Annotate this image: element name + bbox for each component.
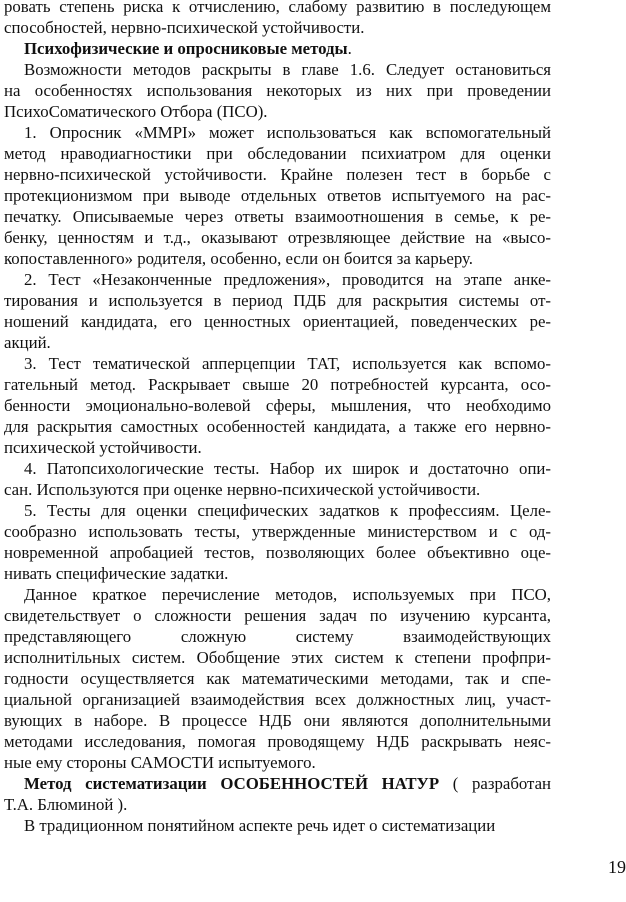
text-line (4, 17, 551, 38)
line-text: акций. (4, 333, 51, 352)
line-text: способностей, нервно-психической устойчивости. (4, 18, 365, 37)
text-line (4, 710, 551, 731)
line-text: бенности эмоционально-волевой сферы, мышления, что необходимо (4, 396, 551, 415)
text-line (4, 164, 551, 185)
line-text: 4. Патопсихологические тесты. Набор их широк и достаточно опи- (24, 459, 551, 478)
text-line (4, 668, 551, 689)
line-text: ные ему стороны САМОСТИ испытуемого. (4, 753, 316, 772)
text-line (4, 458, 551, 479)
text-line (4, 647, 551, 668)
line-text: ровать степень риска к отчислению, слабому развитию в последующем (4, 0, 551, 16)
text-line (4, 332, 551, 353)
text-line (4, 773, 551, 794)
line-text: 3. Тест тематической апперцепции ТАТ, используется как вспомо- (24, 354, 551, 373)
text-line (4, 248, 551, 269)
line-text: психической устойчивости. (4, 438, 202, 457)
line-text: циальной организацией взаимодействия всех должностных лиц, участ- (4, 690, 551, 709)
section-heading: Психофизические и опросниковые методы (24, 39, 348, 58)
line-text: ношений кандидата, его ценностных ориентацией, поведенческих ре- (4, 312, 551, 331)
text-line (4, 605, 551, 626)
line-text: В традиционном понятийном аспекте речь идет о систематизации (24, 816, 496, 835)
line-text: гательный метод. Раскрывает свыше 20 потребностей курсанта, осо- (4, 375, 551, 394)
page-number: 19 (608, 857, 626, 877)
line-suffix: . (347, 39, 352, 58)
line-text: тирования и используется в период ПДБ для раскрытия системы от- (4, 291, 551, 310)
text-line (4, 143, 551, 164)
text-line (4, 500, 551, 521)
text-line (4, 563, 551, 584)
text-line (4, 521, 551, 542)
text-line (4, 437, 551, 458)
line-text: метод нраводиагностики при обследовании психиатром для оценки (4, 144, 551, 163)
text-line (4, 227, 551, 248)
text-line (4, 185, 551, 206)
line-text: представляющего сложную систему взаимодействующих (4, 627, 551, 646)
text-line (4, 269, 551, 290)
text-line (4, 584, 551, 605)
text-line (4, 626, 551, 647)
line-text: сан. Используются при оценке нервно-психической устойчивости. (4, 480, 481, 499)
line-text: новременной апробацией тестов, позволяющих более объективно оце- (4, 543, 551, 562)
line-text: печатку. Описываемые через ответы взаимоотношения в семье, к ре- (4, 207, 551, 226)
text-line (4, 101, 551, 122)
text-line (4, 815, 551, 836)
text-line (4, 731, 551, 752)
line-text: годности осуществляется как математическими методами, так и спе- (4, 669, 551, 688)
text-line (4, 416, 551, 437)
line-text: протекционизмом при выводе отдельных ответов испытуемого на рас- (4, 186, 551, 205)
text-line (4, 794, 551, 815)
line-text: 1. Опросник «ММPI» может использоваться как вспомогательный (24, 123, 551, 142)
line-text: исполнитiльных систем. Обобщение этих систем к степени профпри- (4, 648, 551, 667)
text-line (4, 0, 551, 17)
line-text: вующих в наборе. В процессе НДБ они являются дополнительными (4, 711, 551, 730)
line-text: нервно-психической устойчивости. Крайне полезен тест в борьбе с (4, 165, 551, 184)
text-line (4, 542, 551, 563)
text-line (4, 395, 551, 416)
text-line (4, 59, 551, 80)
line-text: на особенностях использования некоторых из них при проведении (4, 81, 551, 100)
section-heading: Метод систематизации ОСОБЕННОСТЕЙ НАТУР (24, 774, 440, 793)
document-page (4, 0, 551, 836)
line-text: копоставленного» родителя, особенно, если он боится за карьеру. (4, 249, 473, 268)
text-line (4, 38, 551, 59)
text-line (4, 206, 551, 227)
line-text: Т.А. Блюминой ). (4, 795, 128, 814)
line-text: бенку, ценностям и т.д., оказывают отрезвляющее действие на «высо- (4, 228, 551, 247)
line-text: сообразно использовать тесты, утвержденные министерством и с од- (4, 522, 551, 541)
line-text: Возможности методов раскрыты в главе 1.6. Следует остановиться (24, 60, 551, 79)
line-text: нивать специфические задатки. (4, 564, 229, 583)
text-line (4, 80, 551, 101)
line-text: ПсихоСоматического Отбора (ПСО). (4, 102, 268, 121)
text-line (4, 479, 551, 500)
line-text: Данное краткое перечисление методов, используемых при ПСО, (24, 585, 551, 604)
text-line (4, 311, 551, 332)
text-line (4, 290, 551, 311)
text-line (4, 122, 551, 143)
text-line (4, 752, 551, 773)
text-line (4, 353, 551, 374)
line-suffix: ( разработан (439, 774, 551, 793)
text-line (4, 374, 551, 395)
line-text: свидетельствует о сложности решения задач по изучению курсанта, (4, 606, 551, 625)
line-text: методами исследования, помогая проводящему НДБ раскрывать неяс- (4, 732, 551, 751)
line-text: 2. Тест «Незаконченные предложения», проводится на этапе анке- (24, 270, 551, 289)
line-text: для раскрытия самостных особенностей кандидата, а также его нервно- (4, 417, 551, 436)
text-line (4, 689, 551, 710)
line-text: 5. Тесты для оценки специфических задатков к профессиям. Целе- (24, 501, 551, 520)
